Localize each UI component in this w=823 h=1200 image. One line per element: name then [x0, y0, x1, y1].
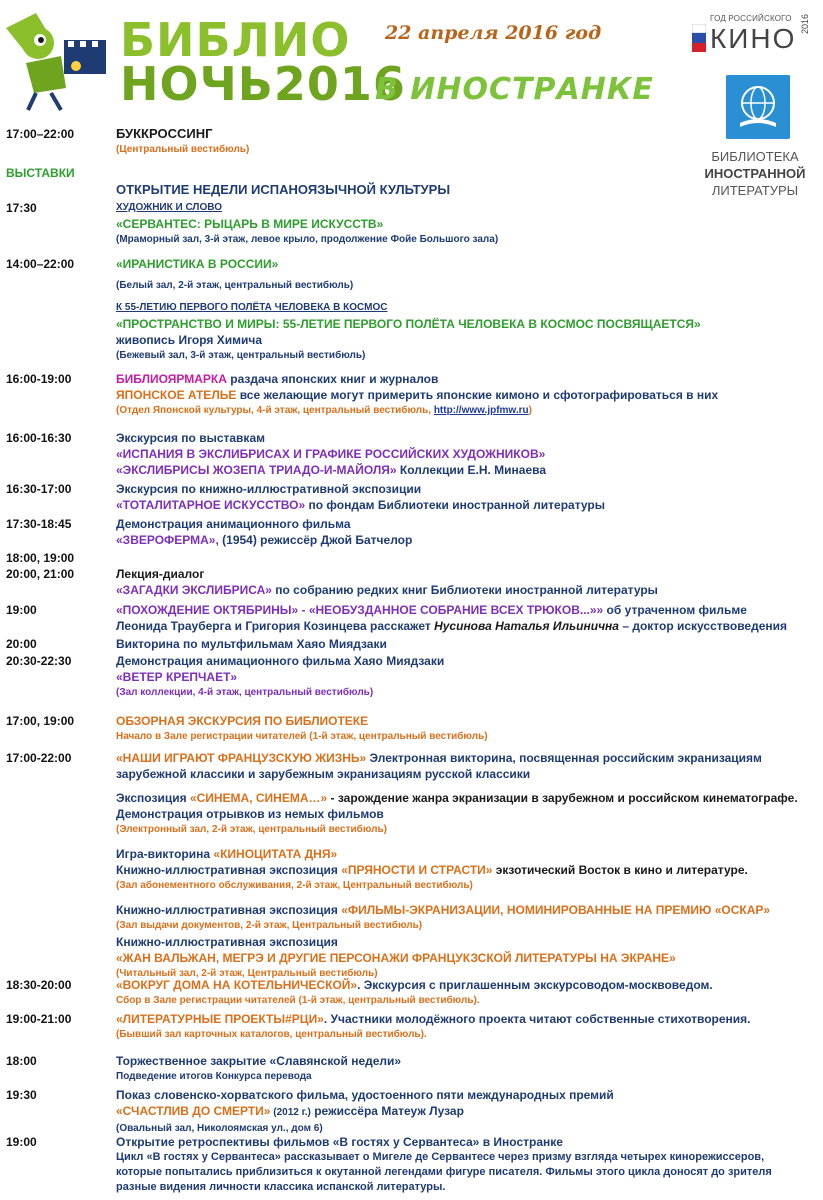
- event-location: (Мраморный зал, 3-й этаж, левое крыло, продолжение Фойе Большого зала): [116, 234, 499, 245]
- event-description: Книжно-иллюстративная экспозиция: [116, 903, 342, 917]
- row-time: 17:30: [6, 201, 37, 215]
- row-time: 16:00-16:30: [6, 431, 72, 445]
- event-description: Подведение итогов Конкурса перевода: [116, 1071, 312, 1082]
- event-date: 22 апреля 2016 год: [385, 22, 602, 44]
- library-name-line3: ЛИТЕРАТУРЫ: [711, 183, 799, 198]
- page-header: [0, 0, 823, 125]
- event-title: ОТКРЫТИЕ НЕДЕЛИ ИСПАНОЯЗЫЧНОЙ КУЛЬТУРЫ: [116, 182, 451, 197]
- event-title: ЯПОНСКОЕ АТЕЛЬЕ: [116, 388, 237, 402]
- library-name-line2: ИНОСТРАННОЙ: [704, 166, 806, 181]
- event-description: Коллекции Е.Н. Минаева: [396, 463, 547, 477]
- event-description: по собранию редких книг Библиотеки иностранной литературы: [271, 583, 658, 597]
- event-title: «ИСПАНИЯ В ЭКСЛИБРИСАХ И ГРАФИКЕ РОССИЙСКИХ ХУДОЖНИКОВ»: [116, 447, 546, 461]
- row-time: 17:30-18:45: [6, 517, 72, 531]
- row-time: 19:30: [6, 1088, 37, 1102]
- event-location: (Овальный зал, Николоямская ул., дом 6): [116, 1123, 323, 1134]
- event-title: БИБЛИОЯРМАРКА: [116, 372, 227, 386]
- row-time: 19:00: [6, 603, 37, 617]
- event-location-title: В ИНОСТРАНКЕ: [375, 72, 654, 107]
- event-title: «ЗАГАДКИ ЭКСЛИБРИСА»: [116, 583, 272, 597]
- kino-big-text: КИНО: [710, 23, 797, 54]
- event-description: все желающие могут примерить японские кимоно и сфотографироваться в них: [236, 388, 719, 402]
- event-title: «СЧАСТЛИВ ДО СМЕРТИ»: [116, 1104, 271, 1118]
- row-time: 19:00: [6, 1135, 37, 1149]
- kino-small-text: ГОД РОССИЙСКОГО: [710, 14, 792, 23]
- jpf-link[interactable]: http://www.jpfmw.ru: [433, 405, 529, 416]
- row-time: 18:00: [6, 1054, 37, 1068]
- event-title: Демонстрация анимационного фильма: [116, 517, 351, 531]
- event-location: Начало в Зале регистрации читателей (1-й этаж, центральный вестибюль): [116, 731, 488, 742]
- event-description: об утраченном фильме: [603, 603, 747, 617]
- event-title: «СИНЕМА, СИНЕМА…»: [189, 791, 328, 805]
- event-location: (Бежевый зал, 3-й этаж, центральный вестибюль): [116, 350, 366, 361]
- event-location: (Зал коллекции, 4-й этаж, центральный вестибюль): [116, 687, 374, 698]
- row-time: 19:00-21:00: [6, 1012, 72, 1026]
- event-description: разные видения личности классика испанской литературы.: [116, 1181, 446, 1193]
- event-description: Цикл «В гостях у Сервантеса» рассказывает о Мигеле де Сервантесе через призму взгляда четырех кинорежиссеров,: [116, 1151, 765, 1163]
- event-description: режиссёра Матеуж Лузар: [310, 1104, 464, 1118]
- event-title: «ЖАН ВАЛЬЖАН, МЕГРЭ И ДРУГИЕ ПЕРСОНАЖИ ФРАНЦУКЗСКОЙ ЛИТЕРАТУРЫ НА ЭКРАНЕ»: [116, 951, 676, 965]
- event-description: Книжно-иллюстративная экспозиция: [116, 863, 342, 877]
- film-year: (2012 г.): [270, 1107, 311, 1118]
- event-title: «ЗВЕРОФЕРМА»,: [116, 533, 219, 547]
- kino-year: 2016: [800, 14, 810, 35]
- event-title: «ЭКСЛИБРИСЫ ЖОЗЕПА ТРИАДО-И-МАЙОЛЯ»: [116, 463, 397, 477]
- event-title: Лекция-диалог: [116, 567, 205, 581]
- bird-camera-logo-icon: [6, 8, 114, 113]
- event-title: Викторина по мультфильмам Хаяо Миядзаки: [116, 637, 387, 651]
- event-description: . Экскурсия с приглашенным экскурсоводом-москвоведом.: [357, 978, 713, 992]
- event-description: Демонстрация отрывков из немых фильмов: [116, 807, 384, 821]
- event-title: Экскурсия по выставкам: [116, 431, 265, 445]
- speaker-name: Нусинова Наталья Ильинична: [434, 619, 619, 633]
- event-location: (Бывший зал карточных каталогов, центральный вестибюль).: [116, 1029, 427, 1040]
- event-description: Книжно-иллюстративная экспозиция: [116, 935, 338, 949]
- row-time: 18:00, 19:00: [6, 551, 75, 565]
- row-time: 17:00–22:00: [6, 127, 75, 141]
- row-time: 17:00-22:00: [6, 751, 72, 765]
- flag-icon: [692, 24, 706, 52]
- event-description: Экспозиция: [116, 791, 190, 805]
- event-description: (1954) режиссёр Джой Батчелор: [218, 533, 413, 547]
- event-title: «СЕРВАНТЕС: РЫЦАРЬ В МИРЕ ИСКУССТВ»: [116, 217, 384, 231]
- event-title: «ПОХОЖДЕНИЕ ОКТЯБРИНЫ» - «НЕОБУЗДАННОЕ СОБРАНИЕ ВСЕХ ТРЮКОВ...»»: [116, 603, 604, 617]
- event-title: «ВОКРУГ ДОМА НА КОТЕЛЬНИЧЕСКОЙ»: [116, 978, 358, 992]
- event-location: (Отдел Японской культуры, 4-й этаж, центральный вестибюль,: [116, 405, 434, 416]
- event-title: «ЛИТЕРАТУРНЫЕ ПРОЕКТЫ#РЦИ»: [116, 1012, 324, 1026]
- row-time: 18:30-20:00: [6, 978, 72, 992]
- event-location: (Зал абонементного обслуживания, 2-й этаж, Центральный вестибюль): [116, 880, 473, 891]
- event-title: «ТОТАЛИТАРНОЕ ИСКУССТВО»: [116, 498, 306, 512]
- event-title: Экскурсия по книжно-иллюстративной экспозиции: [116, 482, 422, 496]
- event-description: Игра-викторина: [116, 847, 214, 861]
- row-time: 16:30-17:00: [6, 482, 72, 496]
- row-time: 20:00, 21:00: [6, 567, 75, 581]
- event-location: (Центральный вестибюль): [116, 144, 250, 155]
- event-description: . Участники молодёжного проекта читают собственные стихотворения.: [323, 1012, 751, 1026]
- event-title: «ПРОСТРАНСТВО И МИРЫ: 55-ЛЕТИЕ ПЕРВОГО ПОЛЁТА ЧЕЛОВЕКА В КОСМОС ПОСВЯЩАЕТСЯ»: [116, 317, 701, 331]
- year-of-cinema-logo: [692, 14, 812, 56]
- event-title: «ПРЯНОСТИ И СТРАСТИ»: [341, 863, 493, 877]
- biblionoch-logo: [120, 13, 406, 111]
- event-title: «НАШИ ИГРАЮТ ФРАНЦУЗСКУЮ ЖИЗНЬ»: [116, 751, 367, 765]
- event-title: БУККРОССИНГ: [116, 126, 213, 141]
- event-title: «ФИЛЬМЫ-ЭКРАНИЗАЦИИ, НОМИНИРОВАННЫЕ НА ПРЕМИЮ «ОСКАР»: [341, 903, 771, 917]
- row-time: 20:30-22:30: [6, 654, 72, 668]
- event-subtitle: К 55-ЛЕТИЮ ПЕРВОГО ПОЛЁТА ЧЕЛОВЕКА В КОСМОС: [116, 302, 388, 313]
- row-time: 16:00-19:00: [6, 372, 72, 386]
- event-title: Открытие ретроспективы фильмов «В гостях у Сервантеса» в Иностранке: [116, 1135, 563, 1149]
- event-description: раздача японских книг и журналов: [226, 372, 439, 386]
- event-description: Электронная викторина, посвященная российским экранизациям: [366, 751, 762, 765]
- event-subtitle: ХУДОЖНИК И СЛОВО: [116, 202, 222, 213]
- event-description: Леонида Трауберга и Григория Козинцева расскажет: [116, 619, 435, 633]
- event-description: зарубежной классики и зарубежным экранизациям русской классики: [116, 767, 531, 781]
- event-description: по фондам Библиотеки иностранной литературы: [305, 498, 605, 512]
- event-title: «ИРАНИСТИКА В РОССИИ»: [116, 257, 279, 271]
- row-time: 20:00: [6, 637, 37, 651]
- event-location: (Читальный зал, 2-й этаж, Центральный вестибюль): [116, 968, 378, 979]
- event-location: Сбор в Зале регистрации читателей (1-й этаж, центральный вестибюль).: [116, 995, 480, 1006]
- event-location: (Зал выдачи документов, 2-й этаж, Центральный вестибюль): [116, 920, 423, 931]
- event-description: живопись Игоря Химича: [116, 333, 263, 347]
- event-title: «КИНОЦИТАТА ДНЯ»: [213, 847, 338, 861]
- event-location: (Белый зал, 2-й этаж, центральный вестибюль): [116, 280, 354, 291]
- row-time: 17:00, 19:00: [6, 714, 75, 728]
- library-name-line1: БИБЛИОТЕКА: [711, 149, 799, 164]
- event-title: Показ словенско-хорватского фильма, удостоенного пяти международных премий: [116, 1088, 614, 1102]
- event-description: которые попытались приблизиться к окутанной легендами фигуре писателя. Фильмы этого цикла доносят до зрителя: [116, 1166, 772, 1178]
- row-time: 14:00–22:00: [6, 257, 75, 271]
- event-location: (Электронный зал, 2-й этаж, центральный вестибюль): [116, 824, 387, 835]
- logo-line1: БИБЛИО: [120, 13, 351, 67]
- event-title: Демонстрация анимационного фильма Хаяо Миядзаки: [116, 654, 445, 668]
- event-title: «ВЕТЕР КРЕПЧАЕТ»: [116, 670, 238, 684]
- logo-line2: НОЧЬ2016: [120, 57, 406, 111]
- section-exhibitions: ВЫСТАВКИ: [6, 166, 75, 180]
- event-title: Торжественное закрытие «Славянской недели»: [116, 1054, 402, 1068]
- event-title: ОБЗОРНАЯ ЭКСКУРСИЯ ПО БИБЛИОТЕКЕ: [116, 714, 369, 728]
